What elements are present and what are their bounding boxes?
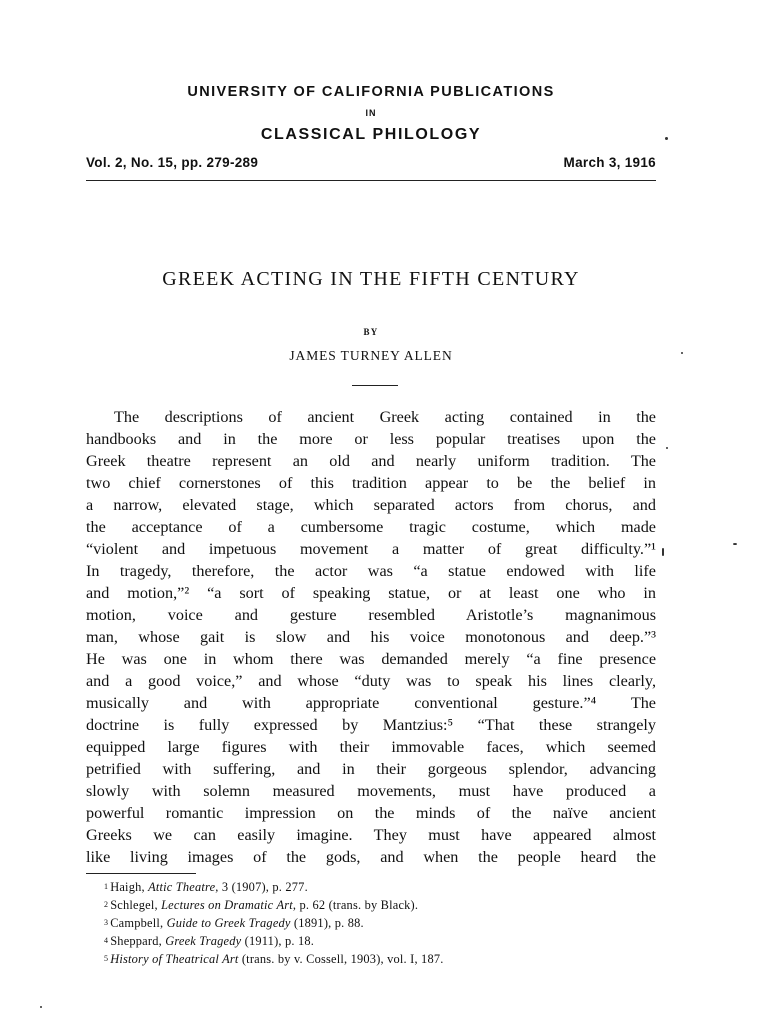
footnote-text: Sheppard, [110, 934, 166, 948]
footnote-text: , 3 (1907), p. 277. [215, 880, 308, 894]
body-line: The descriptions of ancient Greek acting contained in the [114, 408, 656, 426]
footnote-rule [86, 873, 196, 874]
footnote-number: 4 [104, 936, 109, 945]
body-line: the acceptance of a cumbersome tragic costume, which made [86, 518, 656, 536]
footnote-title: Guide to Greek Tragedy [166, 916, 291, 930]
body-line: motion, voice and gesture resembled Aristotle’s magnanimous [86, 606, 656, 624]
scan-speck [40, 1006, 42, 1008]
footnote-title: History of Theatrical Art [110, 952, 239, 966]
footnote-text: (1891), p. 88. [290, 916, 364, 930]
footnote-title: Greek Tragedy [165, 934, 242, 948]
body-line: In tragedy, therefore, the actor was “a statue endowed with life [86, 562, 656, 580]
footnote-text: Campbell, [110, 916, 167, 930]
body-line: “violent and impetuous movement a matter of great difficulty.”¹ [86, 540, 656, 558]
body-text [86, 406, 656, 868]
body-line: petrified with suffering, and in their gorgeous splendor, advancing [86, 760, 656, 778]
footnote-text: Haigh, [110, 880, 149, 894]
body-line: two chief cornerstones of this tradition appear to be the belief in [86, 474, 656, 492]
body-line: Greek theatre represent an old and nearly uniform tradition. The [86, 452, 656, 470]
volume-info: Vol. 2, No. 15, pp. 279-289 [86, 155, 259, 170]
body-line: like living images of the gods, and when the people heard the [86, 848, 656, 866]
body-line: man, whose gait is slow and his voice monotonous and deep.”³ [86, 628, 656, 646]
body-line: and a good voice,” and whose “duty was to speak his lines clearly, [86, 672, 656, 690]
series-connector: IN [365, 108, 377, 118]
footnote-4 [104, 932, 664, 950]
scan-speck [681, 352, 683, 354]
author-name: JAMES TURNEY ALLEN [289, 348, 453, 363]
footnote-number: 3 [104, 918, 109, 927]
volume-row [86, 155, 656, 170]
byline-label: BY [363, 327, 379, 337]
body-line: powerful romantic impression on the minds of the naïve ancient [86, 804, 656, 822]
footnote-text: , p. 62 (trans. by Black). [292, 898, 419, 912]
scan-speck [662, 548, 664, 556]
scan-speck [666, 447, 668, 449]
body-line: Greeks we can easily imagine. They must have appeared almost [86, 826, 656, 844]
series-subject: CLASSICAL PHILOLOGY [260, 126, 482, 143]
footnote-title: Attic Theatre [148, 880, 216, 894]
title-divider [352, 385, 398, 386]
body-line: musically and with appropriate conventional gesture.”⁴ The [86, 694, 656, 712]
header-rule [86, 180, 656, 181]
footnote-2 [104, 896, 664, 914]
footnote-text: (1911), p. 18. [241, 934, 315, 948]
footnote-number: 2 [104, 900, 109, 909]
scan-speck [665, 137, 668, 140]
body-line: handbooks and in the more or less popular treatises upon the [86, 430, 656, 448]
footnotes [104, 878, 664, 968]
body-line: a narrow, elevated stage, which separated actors from chorus, and [86, 496, 656, 514]
body-line: equipped large figures with their immovable faces, which seemed [86, 738, 656, 756]
footnote-number: 5 [104, 954, 109, 963]
body-line: He was one in whom there was demanded merely “a fine presence [86, 650, 656, 668]
scan-speck [733, 543, 737, 545]
footnote-3 [104, 914, 664, 932]
footnote-text: Schlegel, [110, 898, 162, 912]
footnote-1 [104, 878, 664, 896]
body-line: slowly with solemn measured movements, must have produced a [86, 782, 656, 800]
body-line: doctrine is fully expressed by Mantzius:⁵ “That these strangely [86, 716, 656, 734]
body-line: and motion,”² “a sort of speaking statue, or at least one who in [86, 584, 656, 602]
footnote-text: (trans. by v. Cossell, 1903), vol. I, 187. [238, 952, 444, 966]
footnote-number: 1 [104, 882, 109, 891]
footnote-5 [104, 950, 664, 968]
series-title: UNIVERSITY OF CALIFORNIA PUBLICATIONS [187, 84, 555, 100]
publication-date: March 3, 1916 [563, 155, 656, 170]
footnote-title: Lectures on Dramatic Art [161, 898, 293, 912]
article-title: GREEK ACTING IN THE FIFTH CENTURY [162, 268, 580, 290]
